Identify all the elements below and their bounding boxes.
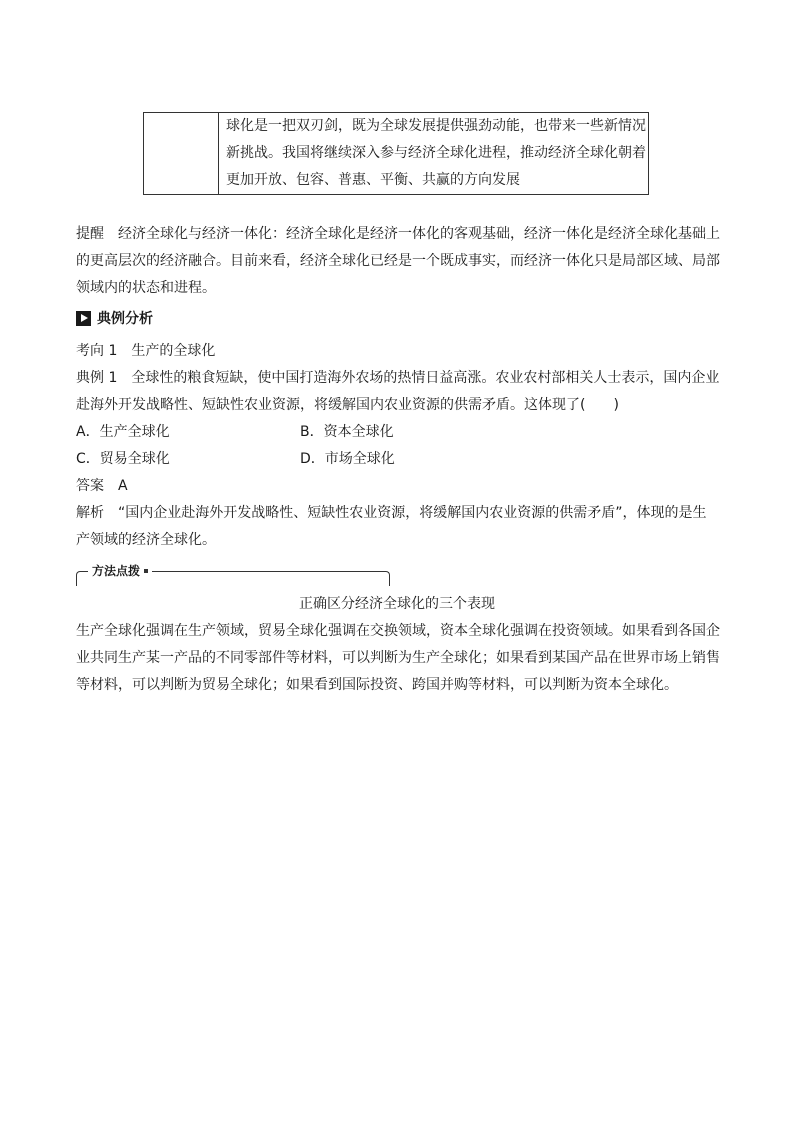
method-title: 正确区分经济全球化的三个表现 (299, 596, 495, 612)
dot-icon (144, 569, 148, 573)
tip-line: 提醒 经济全球化与经济一体化：经济全球化是经济一体化的客观基础，经济一体化是经济全球化基础上 (76, 226, 720, 242)
section-heading (76, 308, 153, 328)
analysis-line: 产领域的经济全球化。 (76, 532, 216, 548)
option-c: C．贸易全球化 (76, 451, 170, 467)
table-line: 新挑战。我国将继续深入参与经济全球化进程，推动经济全球化朝着 (226, 145, 646, 161)
options (76, 419, 476, 473)
table-cell (226, 113, 646, 194)
table-line: 更加开放、包容、普惠、平衡、共赢的方向发展 (226, 172, 520, 188)
tip-line: 的更高层次的经济融合。目前来看，经济全球化已经是一个既成事实，而经济一体化只是局部区域、局部 (76, 253, 720, 269)
table-divider (218, 113, 219, 194)
answer: 答案 A (76, 478, 128, 494)
content-table (143, 112, 649, 195)
question-stem-line: 赴海外开发战略性、短缺性农业资源，将缓解国内农业资源的供需矛盾。这体现了( ) (76, 397, 619, 413)
method-line: 业共同生产某一产品的不同零部件等材料，可以判断为生产全球化；如果看到某国产品在世界市场上销售 (76, 650, 720, 666)
method-label-text: 方法点拨 (92, 564, 141, 578)
option-a: A．生产全球化 (76, 424, 170, 440)
section-title: 典例分析 (97, 311, 153, 327)
question-stem-line: 典例 1 全球性的粮食短缺，使中国打造海外农场的热情日益高涨。农业农村部相关人士表示，国内企业 (76, 370, 720, 386)
option-b: B．资本全球化 (300, 424, 394, 440)
play-icon (76, 311, 91, 326)
method-box (76, 563, 390, 585)
method-line: 生产全球化强调在生产领域，贸易全球化强调在交换领域，资本全球化强调在投资领域。如果看到各国企 (76, 623, 720, 639)
analysis-line: 解析 “国内企业赴海外开发战略性、短缺性农业资源，将缓解国内农业资源的供需矛盾”，体现的是生 (76, 505, 707, 521)
method-label (88, 563, 152, 579)
option-d: D．市场全球化 (300, 451, 395, 467)
table-line: 球化是一把双刃剑，既为全球发展提供强劲动能，也带来一些新情况 (226, 118, 646, 134)
tip-line: 领域内的状态和进程。 (76, 280, 216, 296)
question-direction: 考向 1 生产的全球化 (76, 343, 216, 359)
method-line: 等材料，可以判断为贸易全球化；如果看到国际投资、跨国并购等材料，可以判断为资本全球化。 (76, 677, 678, 693)
